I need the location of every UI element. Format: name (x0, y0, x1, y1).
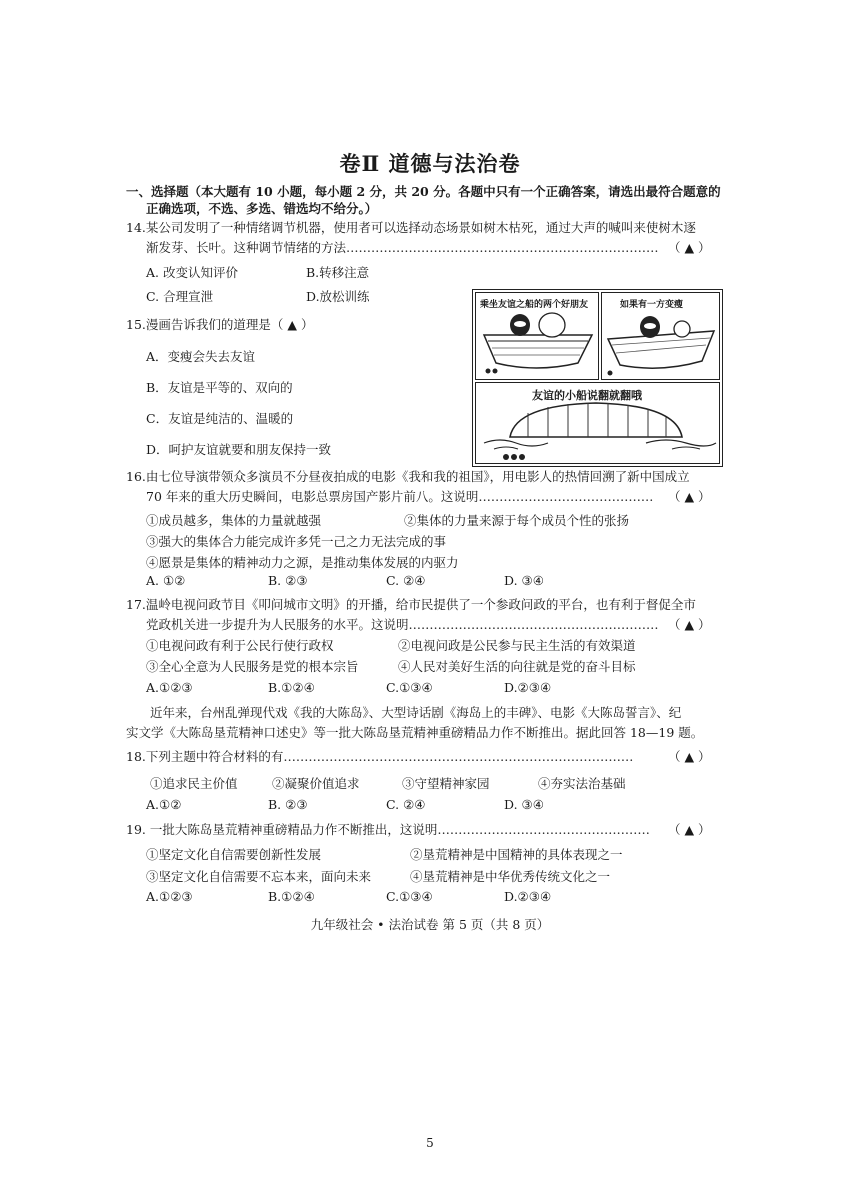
q16-answer-mark: （ ▲ ） (668, 489, 711, 504)
q19-option-a: A.①②③ (146, 889, 193, 904)
q15-stem: 15.漫画告诉我们的道理是（ ▲ ） (126, 317, 314, 332)
q18-statement-1: ①追求民主价值 (150, 776, 238, 791)
comic-panel-2 (601, 292, 720, 380)
q19-option-d: D.②③④ (504, 889, 552, 904)
material-line2: 实文学《大陈岛垦荒精神口述史》等一批大陈岛垦荒精神重磅精品力作不断推出。据此回答 18—19 题。 (126, 725, 704, 740)
q14-option-c: C. 合理宣泄 (146, 289, 214, 304)
q16-option-d: D. ③④ (504, 573, 544, 588)
q16-stem-line2: 70 年来的重大历史瞬间，电影总票房国产影片前八。这说明…………………………………… (146, 489, 654, 504)
q14-option-b: B.转移注意 (306, 265, 370, 280)
q16-option-c: C. ②④ (386, 573, 426, 588)
q15-option-d: D．呵护友谊就要和朋友保持一致 (146, 442, 332, 457)
q18-option-a: A.①② (146, 797, 182, 812)
q16-option-b: B. ②③ (268, 573, 308, 588)
section-instruction-line1: 一、选择题（本大题有 10 小题，每小题 2 分，共 20 分。各题中只有一个正确答案，请选出最符合题意的 (126, 184, 721, 199)
q16-statement-3: ③强大的集体合力能完成许多凭一己之力无法完成的事 (146, 534, 447, 549)
q17-stem-line1: 17.温岭电视问政节目《叩问城市文明》的开播，给市民提供了一个参政问政的平台，也有利于督促全市 (126, 597, 696, 612)
q19-statement-4: ④垦荒精神是中华优秀传统文化之一 (410, 869, 611, 884)
q18-statement-3: ③守望精神家园 (402, 776, 490, 791)
q14-stem-line1: 14.某公司发明了一种情绪调节机器，使用者可以选择动态场景如树木枯死，通过大声的喊叫来使树木逐 (126, 220, 696, 235)
q15-option-b: B．友谊是平等的、双向的 (146, 380, 293, 395)
q16-option-a: A. ①② (146, 573, 186, 588)
q19-statement-1: ①坚定文化自信需要创新性发展 (146, 847, 322, 862)
q18-option-b: B. ②③ (268, 797, 308, 812)
q17-option-c: C.①③④ (386, 680, 433, 695)
q17-statement-1: ①电视问政有利于公民行使行政权 (146, 638, 334, 653)
q17-statement-3: ③全心全意为人民服务是党的根本宗旨 (146, 659, 359, 674)
q17-answer-mark: （ ▲ ） (668, 617, 711, 632)
q17-option-b: B.①②④ (268, 680, 315, 695)
q17-stem-line2: 党政机关进一步提升为人民服务的水平。这说明…………………………………………………… (146, 617, 659, 632)
boat-tilting-drawing (602, 293, 720, 380)
section-instruction-line2: 正确选项，不选、多选、错选均不给分。） (146, 201, 378, 216)
q16-statement-4: ④愿景是集体的精神动力之源，是推动集体发展的内驱力 (146, 555, 459, 570)
q18-option-c: C. ②④ (386, 797, 426, 812)
q18-answer-mark: （ ▲ ） (668, 749, 711, 764)
page-title: 卷Ⅱ 道德与法治卷 (339, 151, 521, 176)
q19-stem: 19. 一批大陈岛垦荒精神重磅精品力作不断推出，这说明…………………………………………… (126, 822, 650, 837)
q17-option-a: A.①②③ (146, 680, 193, 695)
page-number: 5 (426, 1136, 434, 1150)
capsized-boat-drawing (476, 383, 720, 464)
q15-option-c: C．友谊是纯洁的、温暖的 (146, 411, 294, 426)
q19-option-c: C.①③④ (386, 889, 433, 904)
q19-answer-mark: （ ▲ ） (668, 822, 711, 837)
q19-option-b: B.①②④ (268, 889, 315, 904)
q16-statement-2: ②集体的力量来源于每个成员个性的张扬 (404, 513, 630, 528)
friendship-boat-comic (472, 289, 723, 467)
q19-statement-3: ③坚定文化自信需要不忘本来，面向未来 (146, 869, 372, 884)
q17-option-d: D.②③④ (504, 680, 552, 695)
material-line1: 近年来，台州乱弹现代戏《我的大陈岛》、大型诗话剧《海岛上的丰碑》、电影《大陈岛誓言》、纪 (150, 705, 682, 720)
q15-option-a: A．变瘦会失去友谊 (146, 349, 256, 364)
q18-statement-4: ④夯实法治基础 (538, 776, 626, 791)
q16-stem-line1: 16.由七位导演带领众多演员不分昼夜拍成的电影《我和我的祖国》，用电影人的热情回溯了新中国成立 (126, 469, 690, 484)
q18-statement-2: ②凝聚价值追求 (272, 776, 360, 791)
q17-statement-2: ②电视问政是公民参与民主生活的有效渠道 (398, 638, 636, 653)
q18-option-d: D. ③④ (504, 797, 544, 812)
comic-panel-1 (475, 292, 599, 380)
comic-panel-2-caption: 如果有一方变瘦 (620, 300, 684, 310)
q14-stem-line2: 渐发芽、长叶。这种调节情绪的方法………………………………………………………………… (146, 240, 659, 255)
boat-two-friends-drawing (476, 293, 599, 380)
q16-statement-1: ①成员越多，集体的力量就越强 (146, 513, 322, 528)
q19-statement-2: ②垦荒精神是中国精神的具体表现之一 (410, 847, 623, 862)
comic-panel-1-caption: 乘坐友谊之船的两个好朋友 (480, 300, 589, 310)
page-footer: 九年级社会 • 法治试卷 第 5 页（共 8 页） (310, 917, 550, 932)
q14-option-a: A. 改变认知评价 (146, 265, 238, 280)
q17-statement-4: ④人民对美好生活的向往就是党的奋斗目标 (398, 659, 636, 674)
comic-panel-3 (475, 382, 720, 464)
q14-option-d: D.放松训练 (306, 289, 370, 304)
q18-stem: 18.下列主题中符合材料的有………………………………………………………………………… (126, 749, 634, 764)
q14-answer-mark: （ ▲ ） (668, 240, 711, 255)
comic-panel-3-caption: 友谊的小船说翻就翻哦 (532, 389, 642, 402)
